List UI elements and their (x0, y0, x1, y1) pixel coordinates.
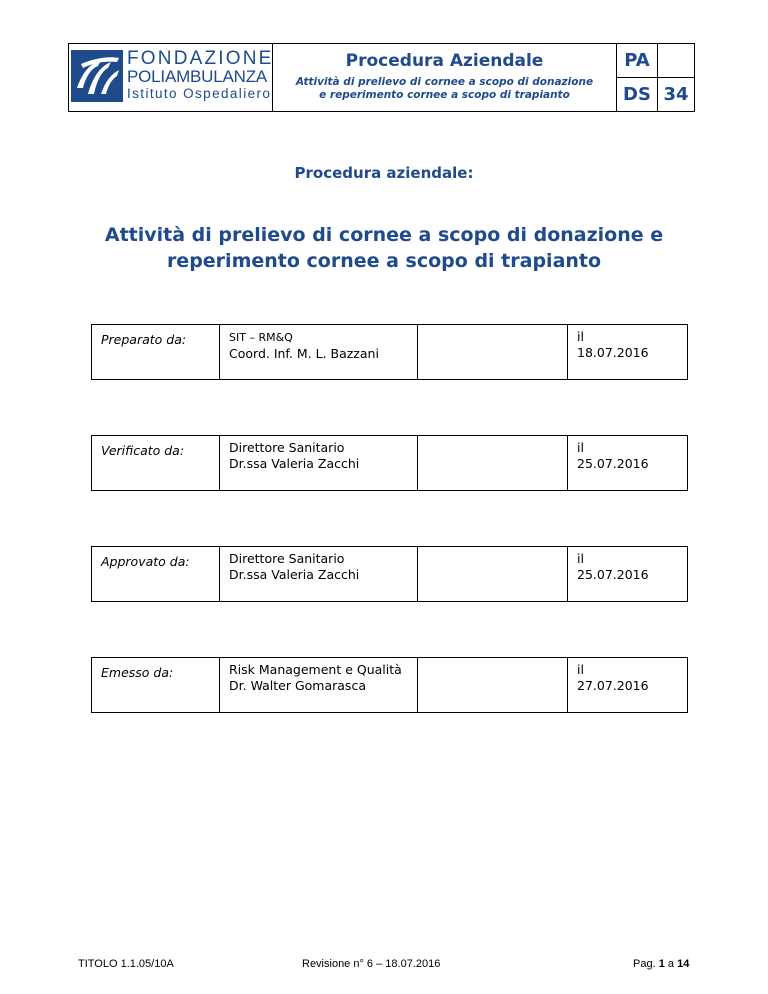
signer-line1: Risk Management e Qualità (229, 662, 402, 677)
signer-line1: SIT – RM&Q (229, 331, 293, 344)
footer-page-current: 1 (658, 958, 665, 970)
footer-page-number (633, 958, 689, 970)
signer-cell (220, 658, 418, 713)
date-value: 25.07.2016 (577, 456, 649, 471)
signature-table-issued (91, 657, 688, 713)
signature-box (418, 547, 568, 602)
footer-doc-code: TITOLO 1.1.05/10A (78, 958, 174, 970)
date-prefix: il (577, 551, 584, 566)
date-prefix: il (577, 440, 584, 455)
role-label: Emesso da: (92, 658, 220, 713)
date-cell (568, 325, 688, 380)
logo-text-line1: FONDAZIONE (127, 48, 274, 69)
document-title (90, 222, 678, 274)
signature-box (418, 325, 568, 380)
code-prefix-blank (658, 44, 695, 78)
footer-revision: Revisione n° 6 – 18.07.2016 (302, 958, 441, 970)
logo-text-line3: Istituto Ospedaliero (127, 86, 272, 101)
signature-box (418, 658, 568, 713)
foundation-logo-icon (71, 50, 123, 102)
footer-page-total: 14 (677, 958, 690, 970)
header-subtitle-line1: Attività di prelievo di cornee a scopo di donazione (295, 76, 594, 88)
date-value: 18.07.2016 (577, 345, 649, 360)
date-prefix: il (577, 329, 584, 344)
date-value: 25.07.2016 (577, 567, 649, 582)
signer-cell (220, 325, 418, 380)
signature-table-approved (91, 546, 688, 602)
code-prefix: PA (617, 44, 658, 78)
signer-line2: Coord. Inf. M. L. Bazzani (229, 346, 379, 361)
date-cell (568, 436, 688, 491)
code-ds: DS (617, 78, 658, 112)
document-type-label: Procedura aziendale: (294, 164, 474, 182)
date-cell (568, 547, 688, 602)
footer-page-prefix: Pag. (633, 958, 656, 970)
document-title-line2: reperimento cornee a scopo di trapianto (166, 250, 602, 272)
header-subtitle-line2: e reperimento cornee a scopo di trapianto (319, 89, 570, 101)
signer-cell (220, 547, 418, 602)
document-title-line1: Attività di prelievo di cornee a scopo di donazione e (104, 224, 664, 246)
role-label: Verificato da: (92, 436, 220, 491)
signer-line1: Direttore Sanitario (229, 440, 345, 455)
signer-cell (220, 436, 418, 491)
signature-table-prepared (91, 324, 688, 380)
role-label: Approvato da: (92, 547, 220, 602)
logo-cell (69, 44, 273, 112)
logo-text-line2: POLIAMBULANZA (127, 67, 268, 86)
procedure-heading: Procedura Aziendale (345, 51, 544, 71)
date-cell (568, 658, 688, 713)
footer-page-mid: a (667, 958, 675, 970)
signature-box (418, 436, 568, 491)
signer-line1: Direttore Sanitario (229, 551, 345, 566)
signature-table-verified (91, 435, 688, 491)
role-label: Preparato da: (92, 325, 220, 380)
signer-line2: Dr.ssa Valeria Zacchi (229, 567, 360, 582)
date-prefix: il (577, 662, 584, 677)
signer-line2: Dr. Walter Gomarasca (229, 678, 366, 693)
date-value: 27.07.2016 (577, 678, 649, 693)
header-title-cell (273, 44, 617, 112)
signer-line2: Dr.ssa Valeria Zacchi (229, 456, 360, 471)
document-header (68, 43, 695, 112)
code-number: 34 (658, 78, 695, 112)
